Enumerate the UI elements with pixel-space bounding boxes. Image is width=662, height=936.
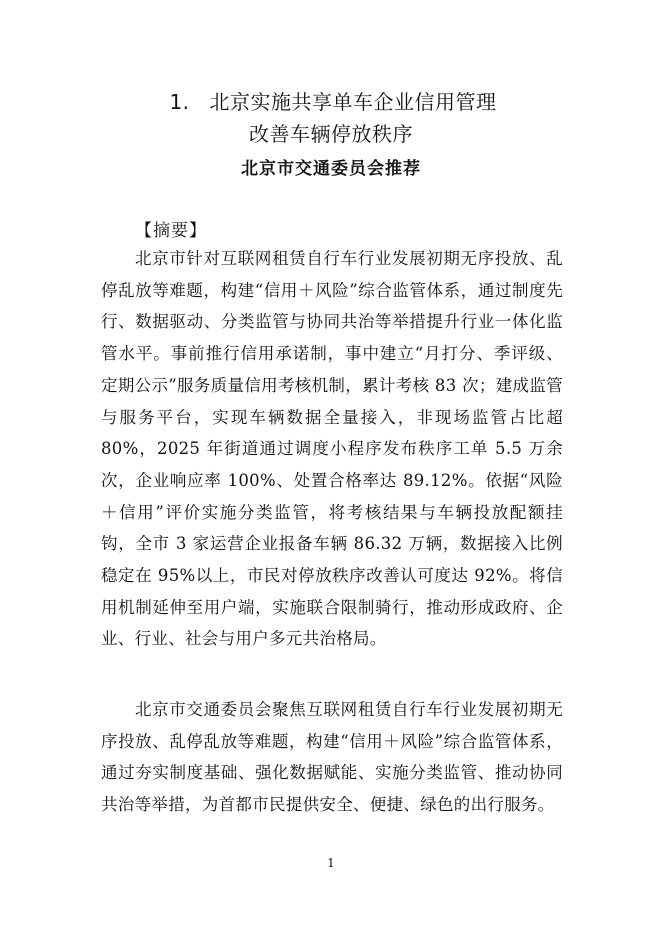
recommender-line: 北京市交通委员会推荐 bbox=[241, 159, 421, 179]
document-title-line1 bbox=[0, 86, 662, 115]
body-paragraph: 北京市交通委员会聚焦互联网租赁自行车行业发展初期无序投放、乱停乱放等难题，构建“信用＋风险”综合监管体系，通过夯实制度基础、强化数据赋能、实施分类监管、推动协同共治等举措，为首都市民提供安全、便捷、绿色的出行服务。 bbox=[101, 700, 563, 815]
page-number: 1 bbox=[327, 856, 335, 870]
abstract-paragraph: 北京市针对互联网租赁自行车行业发展初期无序投放、乱停乱放等难题，构建“信用＋风险”综合监管体系，通过制度先行、数据驱动、分类监管与协同共治等举措提升行业一体化监管水平。事前推行信用承诺制，事中建立“月打分、季评级、定期公示”服务质量信用考核机制，累计考核 83 次；建成监管与服务平台，实现车辆数据全量接入，非现场监管占比超 80%，2025 年街道通过调度小程序发布秩序工单 5.5 万余次，企业响应率 100%、处置合格率达 89.12%。依据“风险＋信用”评价实施分类监管，将考核结果与车辆投放配额挂钩，全市 3 家运营企业报备车辆 86.32 万辆，数据接入比例稳定在 95%以上，市民对停放秩序改善认可度达 92%。将信用机制延伸至用户端，实施联合限制骑行，推动形成政府、企业、行业、社会与用户多元共治格局。 bbox=[101, 249, 563, 649]
abstract-heading: 【摘要】 bbox=[135, 221, 207, 241]
title-text-line1: 北京实施共享单车企业信用管理 bbox=[209, 90, 497, 114]
document-title-line2: 改善车辆停放秩序 bbox=[249, 122, 413, 146]
section-number: 1. bbox=[169, 90, 190, 114]
